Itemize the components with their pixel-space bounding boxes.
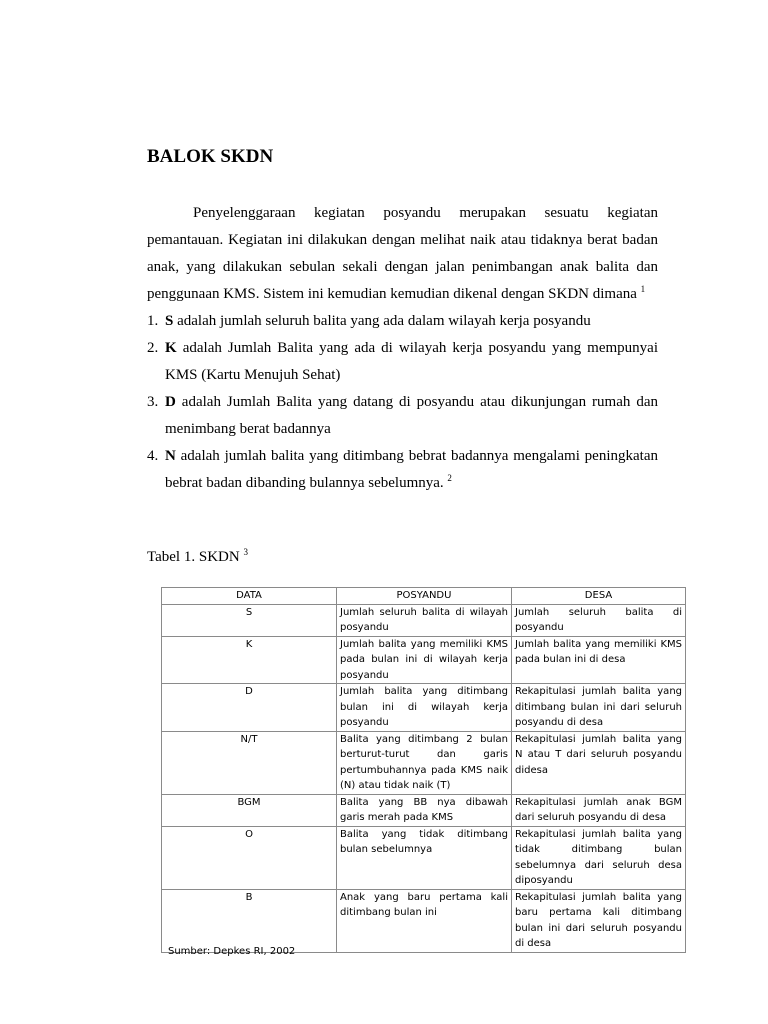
item-letter: D: [165, 394, 176, 410]
table-row: [162, 826, 686, 889]
column-header-desa: DESA: [512, 588, 686, 605]
item-number: 4.: [147, 448, 159, 464]
desa-cell: Rekapitulasi jumlah balita yang baru pertama kali ditimbang bulan ini dari seluruh posyandu di desa: [512, 889, 686, 952]
definition-list: [147, 308, 658, 497]
table-row: [162, 794, 686, 826]
item-text: adalah jumlah balita yang ditimbang bebrat badannya mengalami peningkatan bebrat badan dibanding bulannya sebelumnya.: [165, 448, 658, 491]
table-row: [162, 636, 686, 684]
definition-item: [147, 335, 658, 389]
posyandu-cell: Balita yang tidak ditimbang bulan sebelumnya: [337, 826, 512, 889]
caption-text: Tabel 1. SKDN: [147, 549, 240, 565]
data-code-cell: O: [162, 826, 337, 889]
table-row: [162, 731, 686, 794]
definition-item: [147, 308, 658, 335]
desa-cell: Rekapitulasi jumlah anak BGM dari seluruh posyandu di desa: [512, 794, 686, 826]
item-letter: N: [165, 448, 176, 464]
desa-cell: Jumlah balita yang memiliki KMS pada bulan ini di desa: [512, 636, 686, 684]
item-number: 2.: [147, 340, 159, 356]
definition-item: [147, 389, 658, 443]
item-text: adalah Jumlah Balita yang ada di wilayah kerja posyandu yang mempunyai KMS (Kartu Menujuh Sehat): [165, 340, 658, 383]
definition-item: [147, 443, 658, 497]
page-title: BALOK SKDN: [147, 146, 274, 167]
table-header-row: [162, 588, 686, 605]
table-caption: [147, 549, 248, 566]
desa-cell: Jumlah seluruh balita di posyandu: [512, 604, 686, 636]
column-header-data: DATA: [162, 588, 337, 605]
item-text: adalah Jumlah Balita yang datang di posyandu atau dikunjungan rumah dan menimbang berat badannya: [165, 394, 658, 437]
posyandu-cell: Jumlah seluruh balita di wilayah posyandu: [337, 604, 512, 636]
posyandu-cell: Balita yang BB nya dibawah garis merah pada KMS: [337, 794, 512, 826]
item-letter: K: [165, 340, 177, 356]
posyandu-cell: Anak yang baru pertama kali ditimbang bulan ini: [337, 889, 512, 952]
column-header-posyandu: POSYANDU: [337, 588, 512, 605]
data-code-cell: B: [162, 889, 337, 952]
data-code-cell: N/T: [162, 731, 337, 794]
table-row: [162, 684, 686, 732]
desa-cell: Rekapitulasi jumlah balita yang N atau T dari seluruh posyandu didesa: [512, 731, 686, 794]
item-letter: S: [165, 313, 174, 329]
desa-cell: Rekapitulasi jumlah balita yang ditimbang bulan ini dari seluruh posyandu di desa: [512, 684, 686, 732]
skdn-table: [161, 587, 686, 953]
data-code-cell: D: [162, 684, 337, 732]
footnote-ref: 2: [447, 473, 452, 483]
table-row: [162, 889, 686, 952]
footnote-ref: 1: [640, 284, 646, 294]
intro-text: Penyelenggaraan kegiatan posyandu merupakan sesuatu kegiatan pemantauan. Kegiatan ini dilakukan dengan melihat naik atau tidaknya berat badan anak, yang dilakukan sebulan sekali dengan jalan penimbangan anak balita dan penggunaan KMS. Sistem ini kemudian kemudian dikenal dengan SKDN dimana: [147, 205, 658, 302]
body-text: [147, 200, 658, 497]
table-source: Sumber: Depkes RI, 2002: [168, 946, 296, 957]
item-number: 1.: [147, 313, 159, 329]
data-code-cell: S: [162, 604, 337, 636]
intro-paragraph: [147, 200, 658, 308]
posyandu-cell: Balita yang ditimbang 2 bulan berturut-turut dan garis pertumbuhannya pada KMS naik (N) atau tidak naik (T): [337, 731, 512, 794]
table-row: [162, 604, 686, 636]
data-code-cell: BGM: [162, 794, 337, 826]
footnote-ref: 3: [243, 547, 248, 557]
data-code-cell: K: [162, 636, 337, 684]
posyandu-cell: Jumlah balita yang ditimbang bulan ini di wilayah kerja posyandu: [337, 684, 512, 732]
item-number: 3.: [147, 394, 159, 410]
item-text: adalah jumlah seluruh balita yang ada dalam wilayah kerja posyandu: [173, 313, 591, 329]
posyandu-cell: Jumlah balita yang memiliki KMS pada bulan ini di wilayah kerja posyandu: [337, 636, 512, 684]
desa-cell: Rekapitulasi jumlah balita yang tidak ditimbang bulan sebelumnya dari seluruh desa diposyandu: [512, 826, 686, 889]
